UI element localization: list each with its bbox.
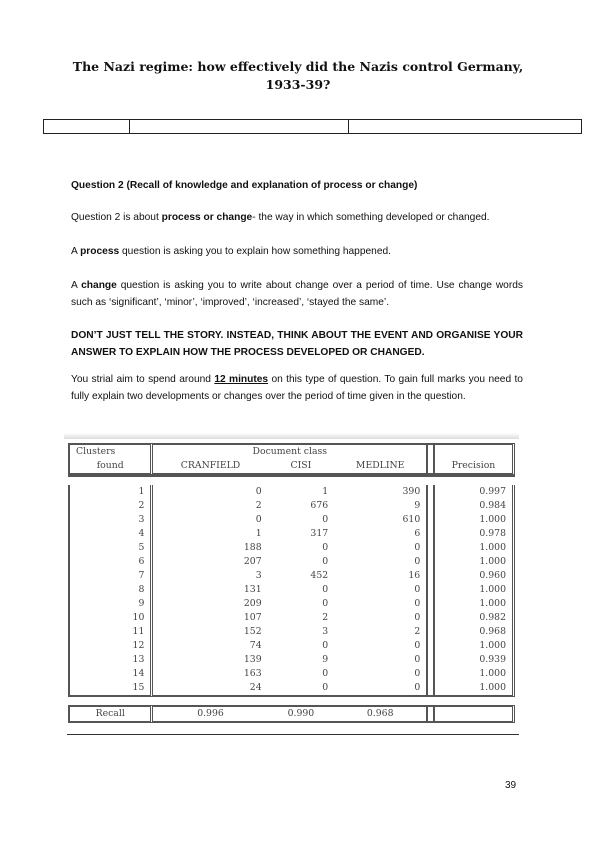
cell-precision: 1.000 [433, 583, 515, 597]
cell-precision: 0.984 [433, 499, 515, 513]
header-grid-cell-1 [44, 120, 130, 134]
cell-cisi: 9 [322, 654, 329, 665]
cell-cisi: 0 [322, 556, 329, 567]
head-gap-2 [426, 459, 433, 475]
cell-precision: 1.000 [433, 541, 515, 555]
recall-cisi: 0.990 [268, 705, 335, 723]
cell-gap [426, 555, 433, 569]
recall-row [68, 705, 515, 723]
p2-bold: process [80, 246, 120, 257]
table-row [68, 541, 515, 555]
cell-precision: 0.997 [433, 485, 515, 499]
cell-precision: 0.939 [433, 653, 515, 667]
head-found: found [68, 459, 153, 475]
cell-precision: 1.000 [433, 513, 515, 527]
table-row [68, 625, 515, 639]
cell-medline: 2 [414, 626, 421, 637]
cell-cranfield: 0 [255, 486, 262, 497]
cell-precision: 1.000 [433, 597, 515, 611]
cell-medline: 0 [414, 654, 421, 665]
cell-gap [426, 541, 433, 555]
cell-cisi: 2 [322, 612, 329, 623]
cell-precision: 0.978 [433, 527, 515, 541]
cell-cranfield: 1 [255, 528, 262, 539]
head-clusters: Clusters [68, 443, 153, 459]
cell-gap [426, 583, 433, 597]
paragraph-change [71, 277, 523, 311]
cell-precision: 0.968 [433, 625, 515, 639]
cell-cluster: 7 [68, 569, 153, 583]
head-gap [426, 443, 433, 459]
cell-precision: 1.000 [433, 681, 515, 697]
p5-text-end: on this type of question. To gain full marks you need to fully explain two developments or changes over the period of time given in the question. [71, 374, 523, 402]
cell-medline: 0 [414, 640, 421, 651]
table-row [68, 485, 515, 499]
p2-text-end: question is asking you to explain how something happened. [119, 246, 392, 257]
cell-cranfield: 209 [243, 598, 262, 609]
table-row [68, 611, 515, 625]
table-row [68, 583, 515, 597]
cell-medline: 0 [414, 556, 421, 567]
head-medline: MEDLINE [334, 459, 426, 475]
cell-gap [426, 485, 433, 499]
cell-medline: 0 [414, 598, 421, 609]
cell-gap [426, 639, 433, 653]
p5-text: You strial aim to spend around [71, 374, 215, 385]
cell-precision: 0.982 [433, 611, 515, 625]
p3-text: A [71, 280, 82, 291]
cell-cluster: 3 [68, 513, 153, 527]
table-separator [68, 475, 515, 485]
cell-gap [426, 625, 433, 639]
header-grid-cell-3 [349, 120, 582, 134]
recall-precision-empty [433, 705, 515, 723]
cell-medline: 6 [414, 528, 421, 539]
cell-cranfield: 152 [243, 626, 262, 637]
paragraph-instruction: DON’T JUST TELL THE STORY. INSTEAD, THINK ABOUT THE EVENT AND ORGANISE YOUR ANSWER TO EXPLAIN HOW THE PROCESS DEVELOPED OR CHANGED. [71, 330, 523, 358]
cell-medline: 0 [414, 542, 421, 553]
cell-gap [426, 513, 433, 527]
cell-gap [426, 667, 433, 681]
cell-cranfield: 2 [255, 500, 262, 511]
p1-text: Question 2 is about [71, 212, 162, 223]
cell-cranfield: 131 [243, 584, 262, 595]
cell-cluster: 14 [68, 667, 153, 681]
header-grid [43, 119, 582, 134]
cell-cisi: 3 [322, 626, 329, 637]
cell-medline: 0 [334, 681, 426, 697]
cell-cranfield: 207 [243, 556, 262, 567]
cell-gap [426, 611, 433, 625]
cell-cluster: 5 [68, 541, 153, 555]
cell-gap [426, 499, 433, 513]
p1-bold: process or change [161, 212, 253, 223]
question-heading [71, 177, 523, 194]
cell-precision: 1.000 [433, 639, 515, 653]
paragraph-process-or-change [71, 209, 523, 226]
cell-cisi: 0 [322, 640, 329, 651]
table-row [68, 597, 515, 611]
table-row [68, 639, 515, 653]
cell-cisi: 0 [322, 668, 329, 679]
p3-bold: change [81, 280, 117, 291]
cell-cisi: 0 [322, 542, 329, 553]
cell-cranfield: 139 [243, 654, 262, 665]
paragraph-process [71, 243, 523, 260]
cell-gap [426, 569, 433, 583]
cell-cluster: 10 [68, 611, 153, 625]
page-title: The Nazi regime: how effectively did the Nazis control Germany, 1933-39? [72, 59, 524, 92]
cell-cisi: 1 [322, 486, 329, 497]
cell-cranfield: 3 [255, 570, 262, 581]
head-cranfield: CRANFIELD [153, 459, 267, 475]
head-document-class: Document class [153, 443, 426, 459]
table-row [68, 513, 515, 527]
recall-gap [426, 705, 433, 723]
p3-text-end: question is asking you to write about change over a period of time. Use change words such as ‘significant’, ‘minor’, ‘improved’, ‘increased’, ‘stayed the same’. [71, 280, 523, 308]
cell-cranfield: 24 [153, 681, 267, 697]
cell-cluster: 9 [68, 597, 153, 611]
cell-medline: 16 [408, 570, 421, 581]
question-heading-text: Question 2 (Recall of knowledge and explanation of process or change) [71, 180, 418, 191]
cell-cisi: 0 [322, 584, 329, 595]
cell-cluster: 13 [68, 653, 153, 667]
cell-cluster: 11 [68, 625, 153, 639]
cell-precision: 1.000 [433, 555, 515, 569]
table-row [68, 653, 515, 667]
cell-cluster: 6 [68, 555, 153, 569]
table-row [68, 667, 515, 681]
cell-precision: 0.960 [433, 569, 515, 583]
table-row [68, 499, 515, 513]
cell-cluster: 12 [68, 639, 153, 653]
cell-cisi: 0 [268, 681, 335, 697]
cell-cranfield: 74 [249, 640, 262, 651]
cell-gap [426, 597, 433, 611]
cell-medline: 0 [414, 584, 421, 595]
cell-cranfield: 188 [243, 542, 262, 553]
cell-cranfield: 0 [255, 514, 262, 525]
table-row [68, 569, 515, 583]
recall-cranfield: 0.996 [153, 705, 267, 723]
head-precision: Precision [433, 459, 515, 475]
recall-medline: 0.968 [334, 705, 426, 723]
cell-cisi: 452 [310, 570, 329, 581]
table-row [68, 527, 515, 541]
cell-cluster: 1 [68, 485, 153, 499]
p2-text: A [71, 246, 81, 257]
cell-cluster: 2 [68, 499, 153, 513]
cell-medline: 0 [414, 612, 421, 623]
bottom-rule [67, 734, 519, 735]
cell-cluster: 4 [68, 527, 153, 541]
cell-cranfield: 163 [243, 668, 262, 679]
head-precision-top [433, 443, 515, 459]
p5-underlined: 12 minutes [214, 374, 269, 385]
cluster-table [68, 443, 515, 723]
cell-gap [426, 653, 433, 667]
cell-cisi: 0 [322, 598, 329, 609]
cell-medline: 390 [402, 486, 421, 497]
table-separator-2 [68, 697, 515, 705]
table-shade [64, 433, 519, 439]
paragraph-timing [71, 371, 523, 405]
table-row [68, 555, 515, 569]
page-number: 39 [505, 780, 517, 791]
cell-cisi: 317 [310, 528, 329, 539]
cell-cluster: 8 [68, 583, 153, 597]
cell-gap [426, 681, 433, 697]
cell-gap [426, 527, 433, 541]
header-grid-cell-2 [130, 120, 349, 134]
table-row [68, 681, 515, 697]
recall-label: Recall [68, 705, 153, 723]
cluster-table-image [64, 433, 519, 723]
cell-cisi: 676 [310, 500, 329, 511]
cell-cluster: 15 [68, 681, 153, 697]
cell-precision: 1.000 [433, 667, 515, 681]
cell-cisi: 0 [322, 514, 329, 525]
head-cisi: CISI [268, 459, 335, 475]
cell-medline: 9 [414, 500, 421, 511]
cell-medline: 610 [402, 514, 421, 525]
p1-text-end: - the way in which something developed or changed. [252, 212, 490, 223]
cell-medline: 0 [414, 668, 421, 679]
cell-cranfield: 107 [243, 612, 262, 623]
